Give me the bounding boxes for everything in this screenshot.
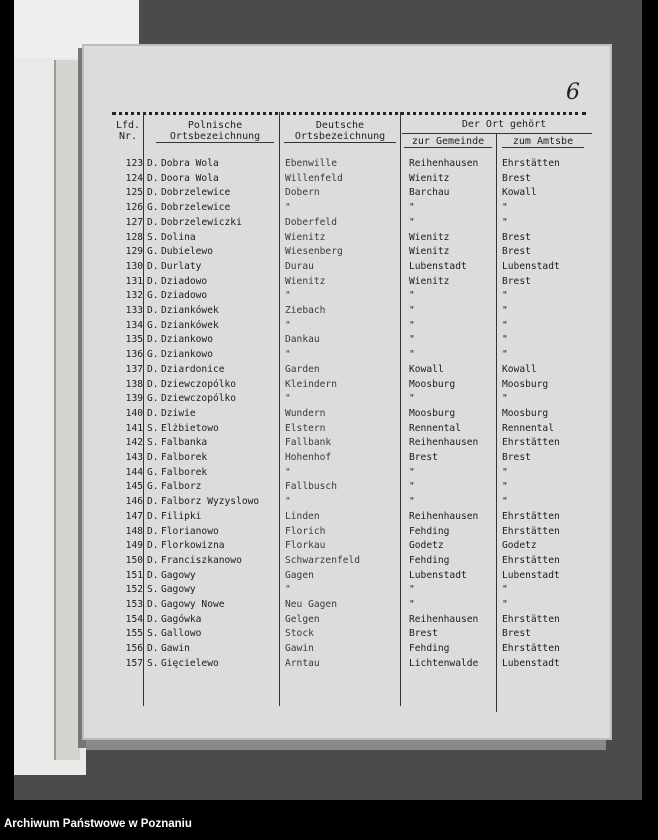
- row-number: 138: [125, 378, 143, 390]
- row-type: G.: [147, 202, 159, 214]
- row-polish-name: Gagowy: [161, 569, 196, 581]
- row-type: G.: [147, 319, 159, 331]
- row-type: S.: [147, 437, 159, 449]
- row-amtsbezirk: Ehrstätten: [502, 613, 560, 625]
- row-amtsbezirk: ": [502, 290, 508, 302]
- table-row: [84, 261, 610, 276]
- row-polish-name: Gięcielewo: [161, 657, 219, 669]
- row-polish-name: Dobrzelewice: [161, 187, 231, 199]
- row-german-name: Gagen: [285, 569, 314, 581]
- row-german-name: Fallbank: [285, 437, 332, 449]
- row-polish-name: Gallowo: [161, 628, 202, 640]
- table-row: [84, 555, 610, 570]
- table-row: [84, 334, 610, 349]
- row-gemeinde: Reihenhausen: [409, 613, 479, 625]
- row-type: G.: [147, 246, 159, 258]
- table-row: [84, 393, 610, 408]
- row-polish-name: Gagówka: [161, 613, 202, 625]
- row-amtsbezirk: Ehrstätten: [502, 643, 560, 655]
- row-polish-name: Durlaty: [161, 260, 202, 272]
- row-gemeinde: Lubenstadt: [409, 260, 467, 272]
- row-number: 130: [125, 260, 143, 272]
- row-german-name: Wundern: [285, 407, 326, 419]
- table-row: [84, 379, 610, 394]
- row-german-name: Wienitz: [285, 231, 326, 243]
- row-german-name: Gawin: [285, 643, 314, 655]
- row-number: 124: [125, 172, 143, 184]
- row-type: D.: [147, 260, 159, 272]
- table-row: [84, 540, 610, 555]
- row-type: D.: [147, 172, 159, 184]
- row-polish-name: Dobra Wola: [161, 158, 219, 169]
- row-gemeinde: Wienitz: [409, 172, 450, 184]
- row-amtsbezirk: Brest: [502, 246, 531, 258]
- row-gemeinde: Wienitz: [409, 231, 450, 243]
- row-gemeinde: ": [409, 349, 415, 361]
- header-gemeinde: zur Gemeinde: [404, 136, 492, 148]
- page-number: 6: [566, 80, 580, 105]
- row-type: D.: [147, 363, 159, 375]
- row-german-name: Willenfeld: [285, 172, 343, 184]
- row-german-name: Neu Gagen: [285, 599, 337, 610]
- row-number: 131: [125, 275, 143, 287]
- row-type: D.: [147, 643, 159, 655]
- table-row: [84, 643, 610, 658]
- row-gemeinde: Moosburg: [409, 378, 456, 390]
- row-type: D.: [147, 158, 159, 169]
- row-number: 147: [125, 510, 143, 522]
- table-row: [84, 173, 610, 188]
- row-german-name: ": [285, 290, 291, 302]
- row-amtsbezirk: Brest: [502, 172, 531, 184]
- row-amtsbezirk: ": [502, 599, 508, 610]
- row-german-name: Wiesenberg: [285, 246, 343, 258]
- row-type: D.: [147, 510, 159, 522]
- row-gemeinde: Fehding: [409, 554, 450, 566]
- row-number: 123: [125, 158, 143, 169]
- folder-edge: [54, 60, 80, 760]
- row-gemeinde: ": [409, 319, 415, 331]
- table-row: [84, 158, 610, 173]
- row-number: 143: [125, 452, 143, 463]
- row-gemeinde: ": [409, 496, 415, 508]
- row-number: 128: [125, 231, 143, 243]
- row-gemeinde: Reihenhausen: [409, 437, 479, 449]
- row-polish-name: Franciszkanowo: [161, 554, 242, 566]
- row-number: 150: [125, 554, 143, 566]
- row-type: D.: [147, 187, 159, 199]
- row-polish-name: Dubielewo: [161, 246, 213, 258]
- row-gemeinde: ": [409, 216, 415, 228]
- row-polish-name: Dobrzelewiczki: [161, 216, 242, 228]
- table-row: [84, 511, 610, 526]
- row-gemeinde: Brest: [409, 628, 438, 640]
- row-amtsbezirk: ": [502, 349, 508, 361]
- table-row: [84, 217, 610, 232]
- table-row: [84, 276, 610, 291]
- table-row: [84, 437, 610, 452]
- row-amtsbezirk: Ehrstätten: [502, 437, 560, 449]
- table-row: [84, 628, 610, 643]
- row-type: D.: [147, 334, 159, 346]
- row-type: G.: [147, 290, 159, 302]
- scan-area: [14, 0, 642, 800]
- row-amtsbezirk: ": [502, 202, 508, 214]
- row-german-name: Ebenwille: [285, 158, 337, 169]
- row-number: 127: [125, 216, 143, 228]
- row-type: S.: [147, 231, 159, 243]
- row-number: 137: [125, 363, 143, 375]
- row-type: D.: [147, 216, 159, 228]
- row-polish-name: Gagowy Nowe: [161, 599, 225, 610]
- table-row: [84, 423, 610, 438]
- row-german-name: Kleindern: [285, 378, 337, 390]
- table-row: [84, 658, 610, 673]
- row-polish-name: Dziadowo: [161, 275, 208, 287]
- row-polish-name: Dziankowo: [161, 349, 213, 361]
- row-amtsbezirk: ": [502, 466, 508, 478]
- row-number: 155: [125, 628, 143, 640]
- row-number: 144: [125, 466, 143, 478]
- table-row: [84, 246, 610, 261]
- row-type: G.: [147, 349, 159, 361]
- row-polish-name: Doora Wola: [161, 172, 219, 184]
- row-german-name: Florich: [285, 525, 326, 537]
- row-amtsbezirk: Moosburg: [502, 378, 549, 390]
- row-german-name: Wienitz: [285, 275, 326, 287]
- archive-label: Archiwum Państwowe w Poznaniu: [4, 818, 192, 830]
- header-amtsbezirk: zum Amtsbe: [502, 136, 584, 148]
- row-number: 140: [125, 407, 143, 419]
- row-polish-name: Falborek: [161, 452, 208, 463]
- row-german-name: Dankau: [285, 334, 320, 346]
- row-amtsbezirk: ": [502, 496, 508, 508]
- row-german-name: ": [285, 393, 291, 405]
- row-amtsbezirk: ": [502, 584, 508, 596]
- row-amtsbezirk: Kowall: [502, 187, 537, 199]
- row-number: 142: [125, 437, 143, 449]
- row-polish-name: Dziewczopólko: [161, 393, 237, 405]
- row-type: G.: [147, 481, 159, 493]
- row-amtsbezirk: Ehrstätten: [502, 510, 560, 522]
- row-type: D.: [147, 525, 159, 537]
- table-row: [84, 202, 610, 217]
- row-polish-name: Falborz: [161, 481, 202, 493]
- row-number: 153: [125, 599, 143, 610]
- row-gemeinde: ": [409, 466, 415, 478]
- row-number: 139: [125, 393, 143, 405]
- row-gemeinde: Moosburg: [409, 407, 456, 419]
- row-amtsbezirk: Ehrstätten: [502, 158, 560, 169]
- row-amtsbezirk: Lubenstadt: [502, 657, 560, 669]
- row-gemeinde: Kowall: [409, 363, 444, 375]
- row-number: 126: [125, 202, 143, 214]
- table-row: [84, 496, 610, 511]
- row-type: G.: [147, 393, 159, 405]
- row-gemeinde: ": [409, 305, 415, 316]
- row-german-name: ": [285, 584, 291, 596]
- row-polish-name: Falborek: [161, 466, 208, 478]
- row-amtsbezirk: ": [502, 216, 508, 228]
- row-amtsbezirk: ": [502, 334, 508, 346]
- row-german-name: Fallbusch: [285, 481, 337, 493]
- row-amtsbezirk: Ehrstätten: [502, 554, 560, 566]
- row-german-name: ": [285, 496, 291, 508]
- row-gemeinde: Lubenstadt: [409, 569, 467, 581]
- row-german-name: ": [285, 202, 291, 214]
- row-number: 136: [125, 349, 143, 361]
- row-german-name: Gelgen: [285, 613, 320, 625]
- row-polish-name: Falborz Wyzyslowo: [161, 496, 260, 508]
- row-polish-name: Florkowizna: [161, 540, 225, 552]
- table-row: [84, 364, 610, 379]
- row-gemeinde: ": [409, 599, 415, 610]
- row-german-name: Schwarzenfeld: [285, 554, 361, 566]
- row-polish-name: Filipki: [161, 510, 202, 522]
- row-type: D.: [147, 452, 159, 463]
- row-gemeinde: Wienitz: [409, 246, 450, 258]
- row-number: 145: [125, 481, 143, 493]
- row-amtsbezirk: Brest: [502, 628, 531, 640]
- header-polish: Polnische Ortsbezeichnung: [156, 120, 274, 143]
- row-german-name: Durau: [285, 260, 314, 272]
- row-gemeinde: Rennental: [409, 422, 461, 434]
- row-number: 148: [125, 525, 143, 537]
- row-number: 154: [125, 613, 143, 625]
- row-german-name: Dobern: [285, 187, 320, 199]
- row-number: 134: [125, 319, 143, 331]
- row-type: D.: [147, 378, 159, 390]
- row-amtsbezirk: ": [502, 305, 508, 316]
- row-type: S.: [147, 657, 159, 669]
- row-german-name: Hohenhof: [285, 452, 332, 463]
- row-amtsbezirk: Lubenstadt: [502, 569, 560, 581]
- table-row: [84, 584, 610, 599]
- row-number: 156: [125, 643, 143, 655]
- row-gemeinde: ": [409, 481, 415, 493]
- table-row: [84, 467, 610, 482]
- row-amtsbezirk: Kowall: [502, 363, 537, 375]
- row-amtsbezirk: Godetz: [502, 540, 537, 552]
- row-gemeinde: Brest: [409, 452, 438, 463]
- page-stack-edge: [86, 738, 606, 750]
- row-gemeinde: Fehding: [409, 643, 450, 655]
- row-german-name: Garden: [285, 363, 320, 375]
- row-german-name: Ziebach: [285, 305, 326, 316]
- table-row: [84, 305, 610, 320]
- row-polish-name: Florianowo: [161, 525, 219, 537]
- row-amtsbezirk: Rennental: [502, 422, 554, 434]
- row-type: S.: [147, 628, 159, 640]
- row-type: D.: [147, 554, 159, 566]
- table-row: [84, 481, 610, 496]
- row-german-name: Linden: [285, 510, 320, 522]
- row-german-name: ": [285, 319, 291, 331]
- header-rule: [112, 112, 586, 115]
- row-polish-name: Gagowy: [161, 584, 196, 596]
- row-number: 133: [125, 305, 143, 316]
- row-type: D.: [147, 569, 159, 581]
- table-row: [84, 349, 610, 364]
- row-gemeinde: ": [409, 202, 415, 214]
- row-polish-name: Dziewczopólko: [161, 378, 237, 390]
- row-polish-name: Dziankówek: [161, 319, 219, 331]
- row-polish-name: Dobrzelewice: [161, 202, 231, 214]
- row-type: D.: [147, 275, 159, 287]
- row-number: 157: [125, 657, 143, 669]
- document-page: [84, 46, 610, 738]
- row-polish-name: Dolina: [161, 231, 196, 243]
- row-number: 146: [125, 496, 143, 508]
- row-german-name: Doberfeld: [285, 216, 337, 228]
- row-german-name: Stock: [285, 628, 314, 640]
- row-amtsbezirk: ": [502, 319, 508, 331]
- row-gemeinde: Wienitz: [409, 275, 450, 287]
- row-gemeinde: Lichtenwalde: [409, 657, 479, 669]
- table-row: [84, 290, 610, 305]
- row-gemeinde: ": [409, 334, 415, 346]
- row-polish-name: Dziankowo: [161, 334, 213, 346]
- row-polish-name: Dziwie: [161, 407, 196, 419]
- row-amtsbezirk: Brest: [502, 231, 531, 243]
- row-gemeinde: ": [409, 290, 415, 302]
- row-german-name: ": [285, 466, 291, 478]
- table-row: [84, 526, 610, 541]
- row-polish-name: Falbanka: [161, 437, 208, 449]
- table-row: [84, 452, 610, 467]
- header-group-rule: [402, 133, 592, 134]
- row-polish-name: Gawin: [161, 643, 190, 655]
- row-type: D.: [147, 599, 159, 610]
- row-gemeinde: Reihenhausen: [409, 158, 479, 169]
- row-number: 135: [125, 334, 143, 346]
- row-number: 132: [125, 290, 143, 302]
- row-polish-name: Dziankówek: [161, 305, 219, 316]
- row-gemeinde: Reihenhausen: [409, 510, 479, 522]
- row-type: S.: [147, 584, 159, 596]
- table-row: [84, 570, 610, 585]
- header-group: Der Ort gehört: [461, 119, 547, 130]
- row-gemeinde: ": [409, 584, 415, 596]
- row-number: 129: [125, 246, 143, 258]
- row-type: D.: [147, 407, 159, 419]
- row-number: 141: [125, 422, 143, 434]
- row-number: 149: [125, 540, 143, 552]
- row-polish-name: Elżbietowo: [161, 422, 219, 434]
- row-type: D.: [147, 613, 159, 625]
- row-number: 125: [125, 187, 143, 199]
- row-german-name: Arntau: [285, 657, 320, 669]
- row-polish-name: Dziardonice: [161, 363, 225, 375]
- table-row: [84, 232, 610, 247]
- row-type: D.: [147, 540, 159, 552]
- row-german-name: Florkau: [285, 540, 326, 552]
- row-amtsbezirk: Ehrstätten: [502, 525, 560, 537]
- row-number: 151: [125, 569, 143, 581]
- row-gemeinde: Barchau: [409, 187, 450, 199]
- row-amtsbezirk: Moosburg: [502, 407, 549, 419]
- row-amtsbezirk: Brest: [502, 452, 531, 463]
- row-polish-name: Dziadowo: [161, 290, 208, 302]
- row-german-name: ": [285, 349, 291, 361]
- table-row: [84, 599, 610, 614]
- row-gemeinde: Godetz: [409, 540, 444, 552]
- header-nr: Lfd. Nr.: [115, 120, 141, 142]
- row-type: G.: [147, 466, 159, 478]
- row-type: D.: [147, 305, 159, 316]
- row-amtsbezirk: Lubenstadt: [502, 260, 560, 272]
- table-row: [84, 408, 610, 423]
- row-amtsbezirk: ": [502, 481, 508, 493]
- table-row: [84, 320, 610, 335]
- row-type: D.: [147, 496, 159, 508]
- table-row: [84, 614, 610, 629]
- row-type: S.: [147, 422, 159, 434]
- row-german-name: Elstern: [285, 422, 326, 434]
- header-german: Deutsche Ortsbezeichnung: [284, 120, 396, 143]
- row-gemeinde: Fehding: [409, 525, 450, 537]
- table-row: [84, 187, 610, 202]
- row-gemeinde: ": [409, 393, 415, 405]
- row-amtsbezirk: Brest: [502, 275, 531, 287]
- row-amtsbezirk: ": [502, 393, 508, 405]
- row-number: 152: [125, 584, 143, 596]
